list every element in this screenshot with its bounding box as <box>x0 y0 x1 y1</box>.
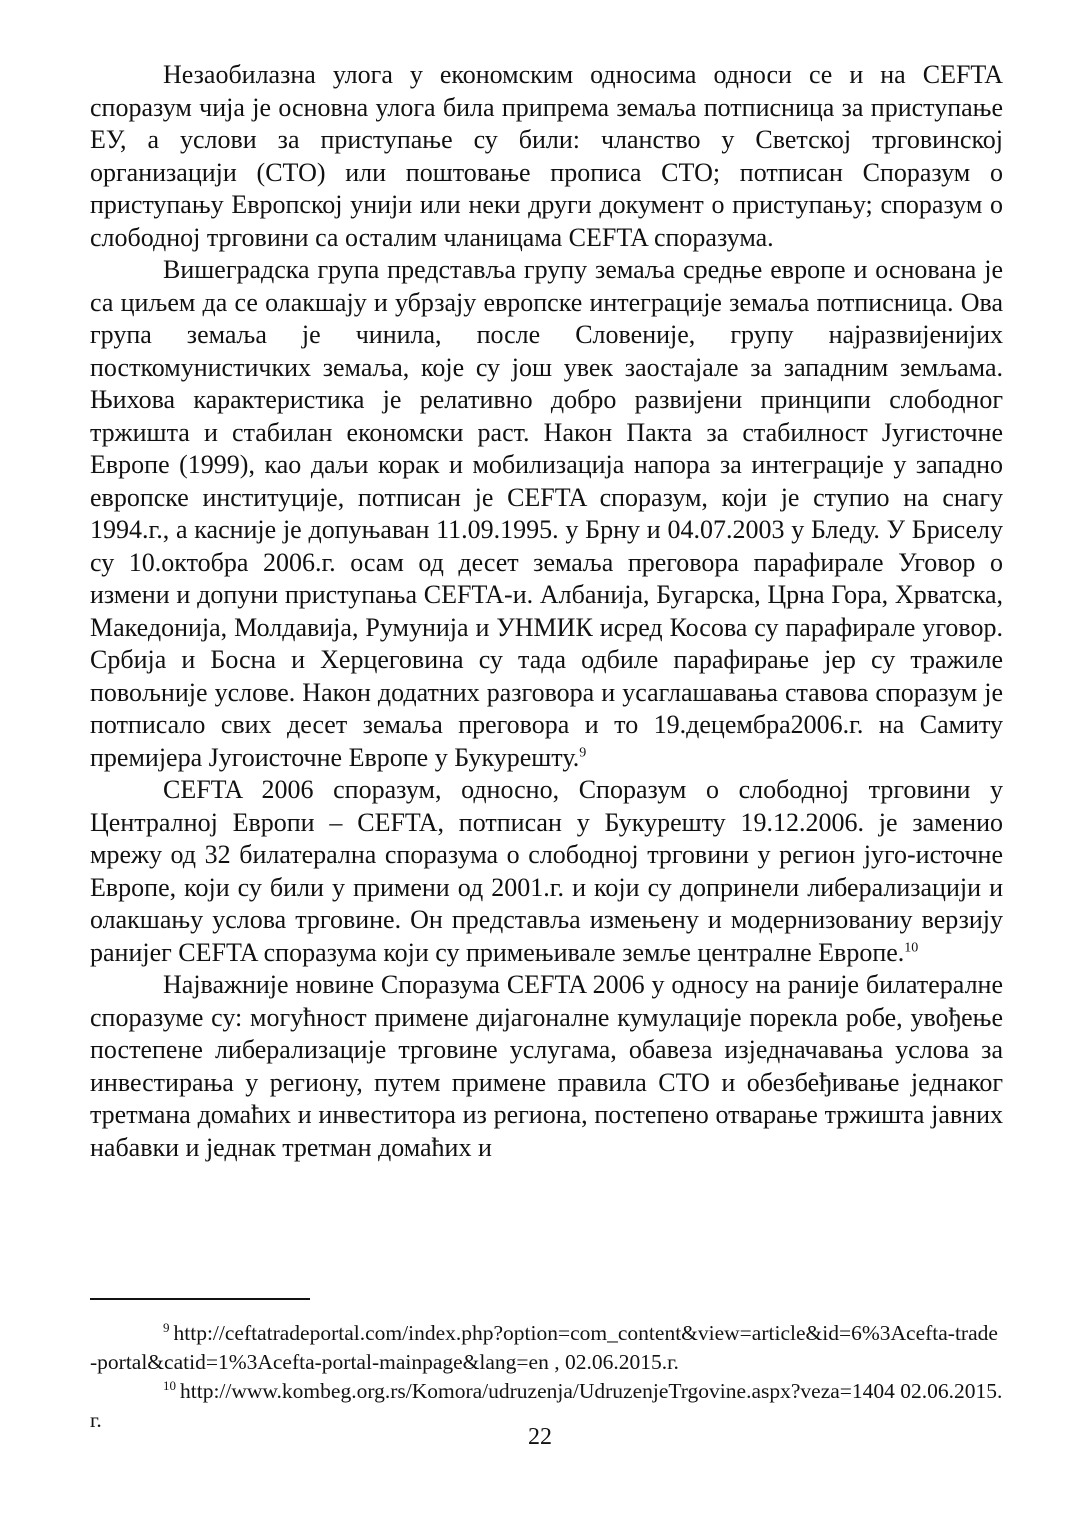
footnote-reference-9[interactable]: 9 <box>579 744 587 760</box>
paragraph-text: Незаобилазна улога у економским односима односи се и на CEFTA споразум чија је основна улога била припрема земаља потписница за приступање ЕУ, а услови за приступање су били: чланство у Светској трговинској организацији (СТО) или поштовање прописа СТО; потписан Споразум о приступању Европској унији или неки други документ о приступању; споразум о слободној трговини са осталим чланицама CEFTA споразума. <box>90 60 1003 252</box>
footnote-9 <box>90 1319 1003 1377</box>
footnote-separator <box>90 1298 310 1300</box>
page-number: 22 <box>528 1424 552 1450</box>
footnote-text: http://ceftatradeportal.com/index.php?option=com_content&view=article&id=6%3Acefta-trade-portal&catid=1%3Acefta-portal-mainpage&lang=en , 02.06.2015.г. <box>90 1321 998 1374</box>
footnote-reference-10[interactable]: 10 <box>904 939 919 955</box>
footnote-text: http://www.kombeg.org.rs/Komora/udruzenja/UdruzenjeTrgovine.aspx?veza=1404 02.06.2015.г. <box>90 1379 1003 1432</box>
paragraph-visegrad-group <box>90 254 1003 774</box>
footnote-number: 9 <box>163 1319 170 1335</box>
paragraph-cefta-2006 <box>90 774 1003 969</box>
paragraph-cefta-novelties <box>90 969 1003 1164</box>
footnote-number: 10 <box>163 1377 176 1393</box>
paragraph-text: Вишеградска група представља групу земаља средње европе и основана је са циљем да се олакшају и убрзају европске интеграције земаља потписница. Ова група земаља је чинила, после Словеније, групу најразвијенијих посткомунистичких земаља, које су још увек заостајале за западним земљама. Њихова карактеристика је релативно добро развијени принципи слободног тржишта и стабилан економски раст. Након Пакта за стабилност Југисточне Европе (1999), као даљи корак и мобилизација напора за интеграције у западно европске институције, потписан је CEFTA споразум, који је ступио на снагу 1994.г., а касније је допуњаван 11.09.1995. у Брну и 04.07.2003 у Бледу. У Бриселу су 10.октобра 2006.г. осам од десет земаља преговора парафирале Уговор о измени и допуни приступања CEFTA-и. Албанија, Бугарска, Црна Гора, Хрватска, Македонија, Молдавија, Румунија и УНМИК исред Косова су парафирале уговор. Србија и Босна и Херцеговина су тада одбиле парафирање јер су тражиле повољније услове. Након додатних разговора и усаглашавања ставова споразум је потписало свих десет земаља преговора и то 19.децембра2006.г. на Самиту премијера Југоисточне Европе у Букурешту. <box>90 255 1003 772</box>
footnotes <box>90 1319 1003 1435</box>
body-text <box>90 59 1003 1164</box>
paragraph-text: Најважније новине Споразума CEFTA 2006 у односу на раније билатералне споразуме су: могућност примене дијагоналне кумулације порекла робе, увођење постепене либерализације трговине услугама, обавеза изједначавања услова за инвестирања у региону, путем примене правила СТО и обезбеђивање једнаког третмана домаћих и инвеститора из региона, постепено отварање тржишта јавних набавки и једнак третман домаћих и <box>90 970 1003 1162</box>
paragraph-text: CEFTA 2006 споразум, односно, Споразум о слободној трговини у Централној Европи – CEFTA, потписан у Букурешту 19.12.2006. је заменио мрежу од 32 билатерална споразума о слободној трговини у регион југо-источне Европе, који су били у примени од 2001.г. и који су допринели либерализацији и олакшању услова трговине. Он представља измењену и модернизованиу верзију ранијег CEFTA споразума који су примењивале земље централне Европе. <box>90 775 1003 967</box>
paragraph-cefta-role <box>90 59 1003 254</box>
